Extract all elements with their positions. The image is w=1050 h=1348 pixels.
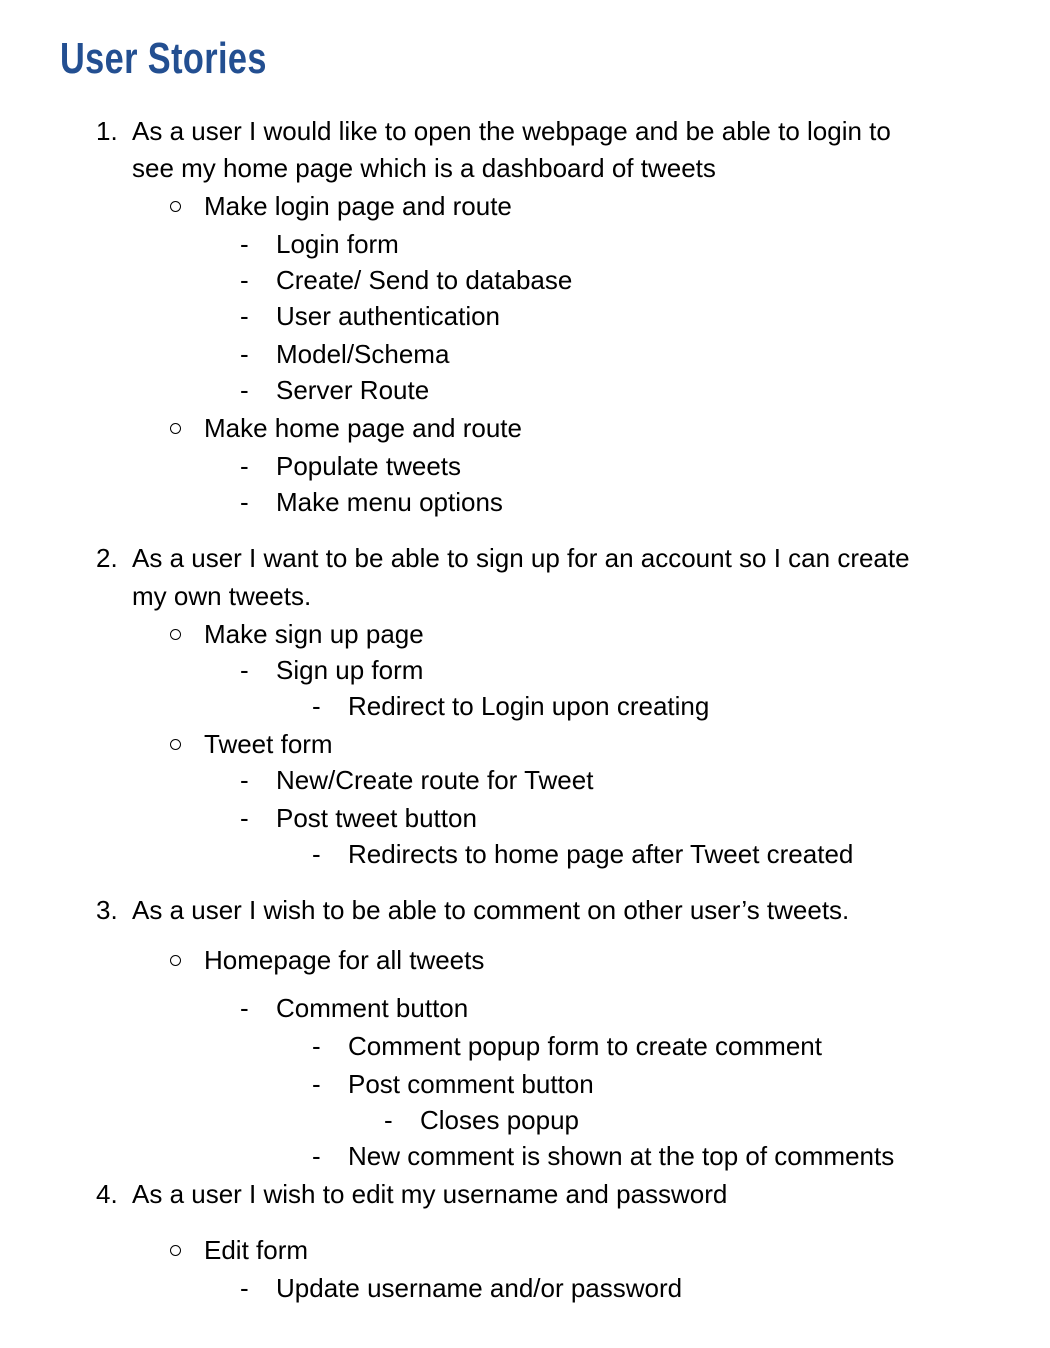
task-item: Make login page and route bbox=[204, 191, 512, 221]
subtask-item: Login form bbox=[276, 229, 399, 259]
task-item: Tweet form bbox=[204, 729, 333, 759]
subtask-item: Comment popup form to create comment bbox=[348, 1031, 822, 1061]
dash-bullet: - bbox=[240, 993, 249, 1023]
dash-bullet: - bbox=[240, 765, 249, 795]
dash-bullet: - bbox=[384, 1105, 393, 1135]
story-text: As a user I wish to edit my username and password bbox=[132, 1179, 728, 1209]
dash-bullet: - bbox=[240, 655, 249, 685]
subtask-item: Redirect to Login upon creating bbox=[348, 691, 710, 721]
task-item: Make home page and route bbox=[204, 413, 522, 443]
list-number: 2. bbox=[96, 543, 118, 573]
circle-bullet-icon bbox=[170, 1245, 181, 1256]
story-text: As a user I would like to open the webpage and be able to login to bbox=[132, 116, 891, 146]
list-number: 1. bbox=[96, 116, 118, 146]
circle-bullet-icon bbox=[170, 423, 181, 434]
dash-bullet: - bbox=[240, 375, 249, 405]
dash-bullet: - bbox=[240, 265, 249, 295]
task-item: Homepage for all tweets bbox=[204, 945, 485, 975]
subtask-item: Create/ Send to database bbox=[276, 265, 573, 295]
story-text: As a user I wish to be able to comment on other user’s tweets. bbox=[132, 895, 850, 925]
subtask-item: Server Route bbox=[276, 375, 430, 405]
story-text: my own tweets. bbox=[132, 581, 312, 611]
dash-bullet: - bbox=[312, 1031, 321, 1061]
dash-bullet: - bbox=[240, 301, 249, 331]
subtask-item: Update username and/or password bbox=[276, 1273, 683, 1303]
list-number: 3. bbox=[96, 895, 118, 925]
subtask-item: Comment button bbox=[276, 993, 469, 1023]
dash-bullet: - bbox=[240, 1273, 249, 1303]
subtask-item: Post tweet button bbox=[276, 803, 477, 833]
story-text: As a user I want to be able to sign up for an account so I can create bbox=[132, 543, 910, 573]
subtask-item: Sign up form bbox=[276, 655, 424, 685]
page-title: User Stories bbox=[60, 34, 267, 83]
dash-bullet: - bbox=[240, 229, 249, 259]
task-item: Make sign up page bbox=[204, 619, 424, 649]
dash-bullet: - bbox=[240, 487, 249, 517]
subtask-item: New/Create route for Tweet bbox=[276, 765, 594, 795]
subtask-item: User authentication bbox=[276, 301, 501, 331]
dash-bullet: - bbox=[240, 803, 249, 833]
circle-bullet-icon bbox=[170, 629, 181, 640]
subtask-item: Model/Schema bbox=[276, 339, 450, 369]
circle-bullet-icon bbox=[170, 739, 181, 750]
story-text: see my home page which is a dashboard of tweets bbox=[132, 153, 716, 183]
subtask-item: Post comment button bbox=[348, 1069, 594, 1099]
dash-bullet: - bbox=[312, 839, 321, 869]
subtask-item: Populate tweets bbox=[276, 451, 462, 481]
subtask-item: Closes popup bbox=[420, 1105, 579, 1135]
dash-bullet: - bbox=[312, 1141, 321, 1171]
subtask-item: New comment is shown at the top of comments bbox=[348, 1141, 895, 1171]
circle-bullet-icon bbox=[170, 955, 181, 966]
dash-bullet: - bbox=[240, 451, 249, 481]
subtask-item: Make menu options bbox=[276, 487, 503, 517]
circle-bullet-icon bbox=[170, 201, 181, 212]
dash-bullet: - bbox=[312, 1069, 321, 1099]
task-item: Edit form bbox=[204, 1235, 309, 1265]
dash-bullet: - bbox=[312, 691, 321, 721]
subtask-item: Redirects to home page after Tweet created bbox=[348, 839, 854, 869]
dash-bullet: - bbox=[240, 339, 249, 369]
list-number: 4. bbox=[96, 1179, 118, 1209]
